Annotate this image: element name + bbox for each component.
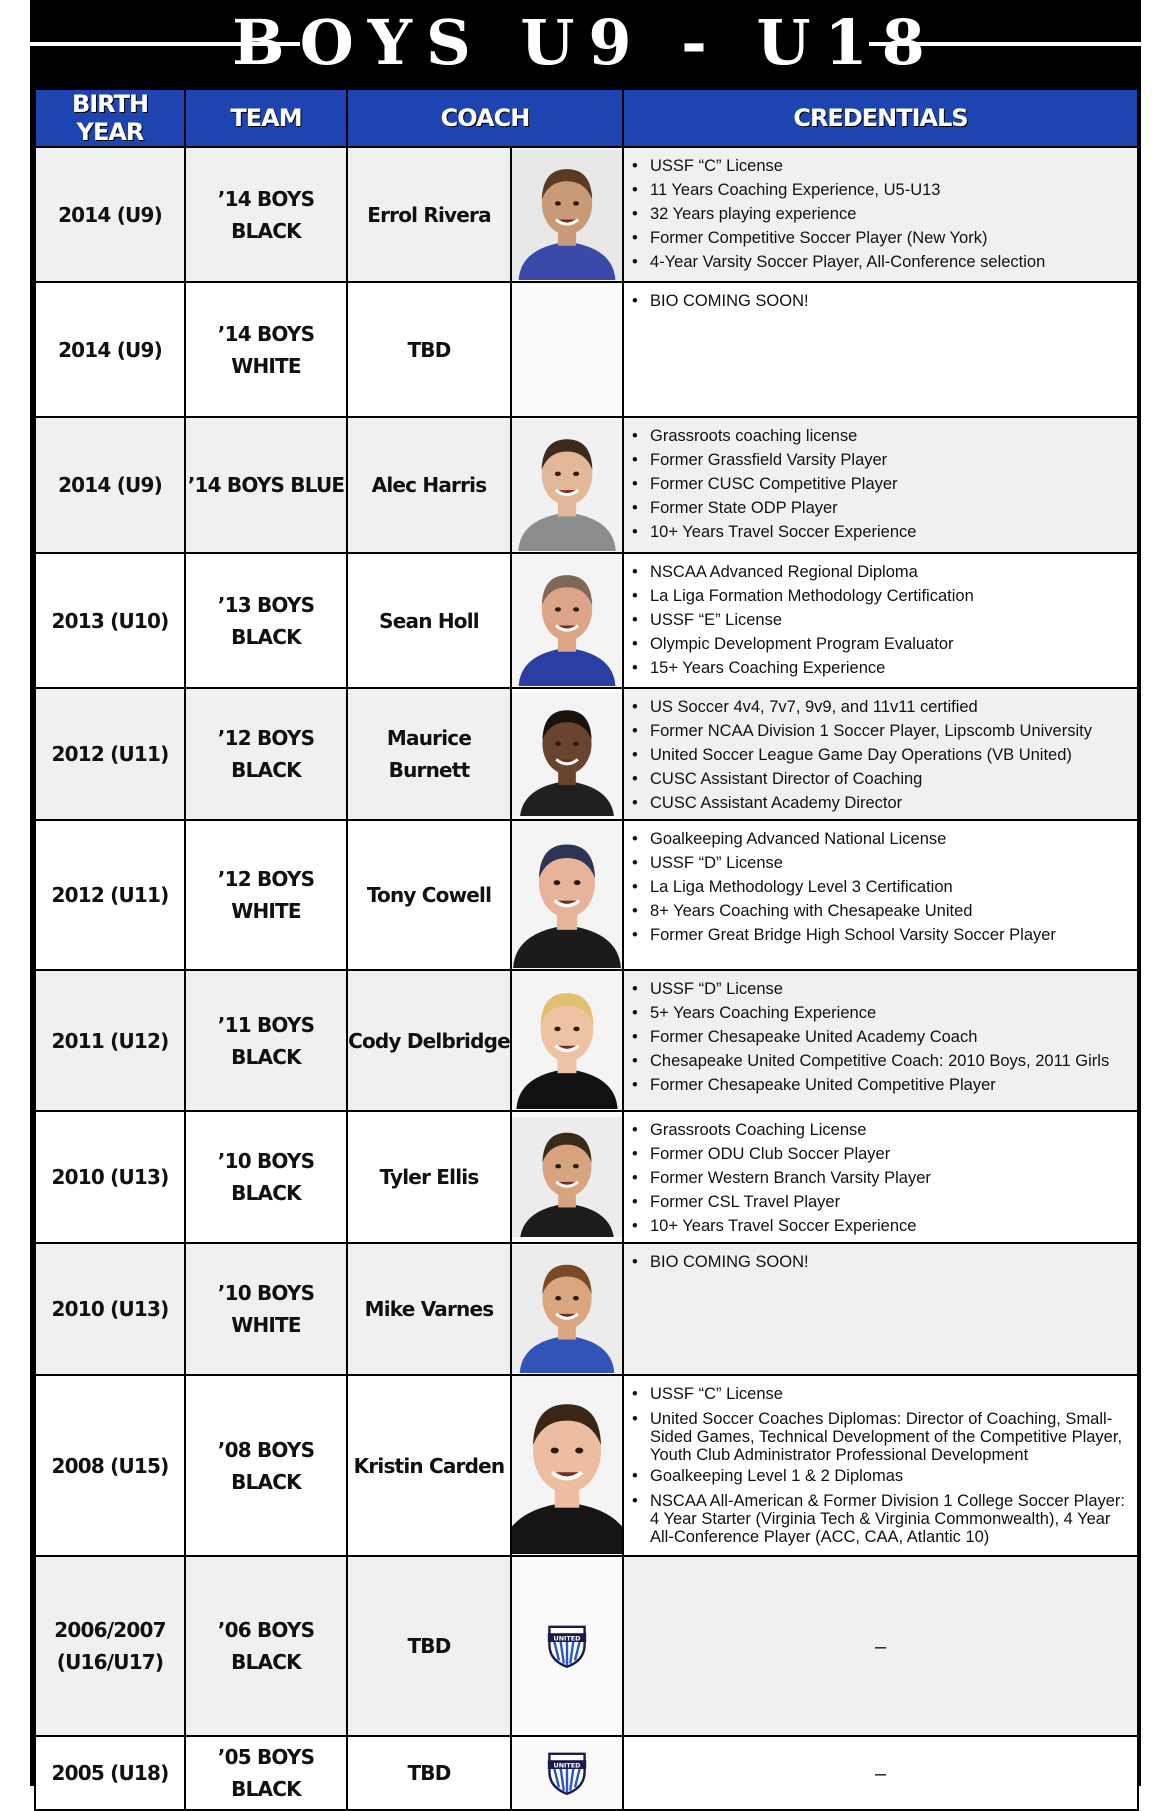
table-row	[35, 1736, 1138, 1810]
credential-item: • USSF “E” License	[644, 608, 1131, 632]
team-cell: ’11 BOYS BLACK	[185, 970, 347, 1111]
credential-item: • USSF “D” License	[644, 977, 1131, 1001]
coach-photo-cell	[511, 417, 623, 553]
coach-photo-cell	[511, 1243, 623, 1375]
coach-photo	[512, 149, 622, 280]
credentials-list	[630, 560, 1131, 680]
team-cell: ’05 BOYS BLACK	[185, 1736, 347, 1810]
birth-year-cell: 2006/2007 (U16/U17)	[35, 1556, 185, 1736]
credentials-list	[630, 289, 1131, 313]
coach-photo-cell	[511, 820, 623, 970]
coach-name-cell: Mike Varnes	[347, 1243, 511, 1375]
team-cell: ’08 BOYS BLACK	[185, 1375, 347, 1556]
credential-item: • 15+ Years Coaching Experience	[644, 656, 1131, 680]
header-credentials: CREDENTIALS	[623, 89, 1138, 147]
credential-item: • Former CSL Travel Player	[644, 1190, 1131, 1214]
coach-photo	[512, 972, 622, 1109]
coach-name-cell: Sean Holl	[347, 553, 511, 688]
credential-item: • Goalkeeping Level 1 & 2 Diplomas	[644, 1464, 1131, 1488]
header-coach: COACH	[347, 89, 623, 147]
team-cell: ’14 BOYS BLACK	[185, 147, 347, 282]
coach-photo	[512, 555, 622, 686]
coach-name-cell: Maurice Burnett	[347, 688, 511, 820]
table-row	[35, 1375, 1138, 1556]
credentials-list	[630, 1118, 1131, 1238]
page-title: BOYS U9 - U18	[232, 6, 939, 79]
credential-item: • Former CUSC Competitive Player	[644, 472, 1131, 496]
coach-photo-cell	[511, 147, 623, 282]
credential-item: • 10+ Years Travel Soccer Experience	[644, 520, 1131, 544]
coach-name-cell: Alec Harris	[347, 417, 511, 553]
credential-item: • Former NCAA Division 1 Soccer Player, Lipscomb University	[644, 719, 1131, 743]
table-row	[35, 1556, 1138, 1736]
coach-name-cell: Tony Cowell	[347, 820, 511, 970]
credentials-cell	[623, 1243, 1138, 1375]
credential-item: • La Liga Formation Methodology Certification	[644, 584, 1131, 608]
coach-name-cell: Errol Rivera	[347, 147, 511, 282]
coach-photo	[512, 693, 622, 816]
credential-item: • Grassroots coaching license	[644, 424, 1131, 448]
credential-item: • United Soccer League Game Day Operations (VB United)	[644, 743, 1131, 767]
header-team: TEAM	[185, 89, 347, 147]
birth-year-cell: 2010 (U13)	[35, 1243, 185, 1375]
club-crest-icon	[543, 1622, 591, 1670]
team-cell: ’12 BOYS BLACK	[185, 688, 347, 820]
header-birth-year: BIRTH YEAR	[35, 89, 185, 147]
team-cell: ’13 BOYS BLACK	[185, 553, 347, 688]
credential-item: • 5+ Years Coaching Experience	[644, 1001, 1131, 1025]
credential-item: • Former ODU Club Soccer Player	[644, 1142, 1131, 1166]
credential-item: • Chesapeake United Competitive Coach: 2010 Boys, 2011 Girls	[644, 1049, 1131, 1073]
credentials-cell: –	[623, 1556, 1138, 1736]
coach-photo-cell	[511, 1375, 623, 1556]
credentials-cell	[623, 688, 1138, 820]
coach-photo-cell	[511, 553, 623, 688]
credential-item: • NSCAA All-American & Former Division 1 College Soccer Player: 4 Year Starter (Virginia Tech & Virginia Commonwealth), 4 Year All-Conference Player (ACC, CAA, Atlantic 10)	[644, 1492, 1131, 1546]
table-header-row	[35, 89, 1138, 147]
coach-photo-cell	[511, 282, 623, 417]
credential-item: • 4-Year Varsity Soccer Player, All-Conference selection	[644, 250, 1131, 274]
team-cell: ’10 BOYS BLACK	[185, 1111, 347, 1243]
coach-photo-cell	[511, 1111, 623, 1243]
coach-photo	[512, 1117, 622, 1237]
birth-year-cell: 2005 (U18)	[35, 1736, 185, 1810]
coach-photo	[512, 1245, 622, 1373]
credential-item: • United Soccer Coaches Diplomas: Director of Coaching, Small-Sided Games, Technical Development of the Competitive Player, Youth Club Administrator Professional Development	[644, 1410, 1131, 1464]
credentials-list	[630, 977, 1131, 1097]
team-cell: ’14 BOYS BLUE	[185, 417, 347, 553]
credentials-cell	[623, 820, 1138, 970]
credential-item: • USSF “D” License	[644, 851, 1131, 875]
credentials-list	[630, 1382, 1131, 1546]
svg-text:UNITED: UNITED	[553, 1634, 581, 1643]
credential-item: • Former State ODP Player	[644, 496, 1131, 520]
coach-photo-cell	[511, 970, 623, 1111]
birth-year-cell: 2008 (U15)	[35, 1375, 185, 1556]
team-cell: ’06 BOYS BLACK	[185, 1556, 347, 1736]
credential-item: • CUSC Assistant Director of Coaching	[644, 767, 1131, 791]
credential-item: • La Liga Methodology Level 3 Certification	[644, 875, 1131, 899]
birth-year-cell: 2013 (U10)	[35, 553, 185, 688]
credentials-list	[630, 827, 1131, 947]
credentials-list	[630, 154, 1131, 274]
table-row	[35, 1243, 1138, 1375]
birth-year-cell: 2012 (U11)	[35, 688, 185, 820]
club-crest-icon	[543, 1749, 591, 1797]
credential-item: • US Soccer 4v4, 7v7, 9v9, and 11v11 certified	[644, 695, 1131, 719]
credential-item: • 10+ Years Travel Soccer Experience	[644, 1214, 1131, 1238]
coach-photo	[512, 822, 622, 968]
team-cell: ’10 BOYS WHITE	[185, 1243, 347, 1375]
table-row	[35, 688, 1138, 820]
coach-photo-cell	[511, 688, 623, 820]
birth-year-cell: 2014 (U9)	[35, 417, 185, 553]
svg-text:UNITED: UNITED	[553, 1761, 581, 1770]
coach-name-cell: TBD	[347, 282, 511, 417]
credentials-cell	[623, 147, 1138, 282]
credential-item: • Former Western Branch Varsity Player	[644, 1166, 1131, 1190]
credentials-cell	[623, 1375, 1138, 1556]
table-row	[35, 147, 1138, 282]
coach-photo-cell	[511, 1556, 623, 1736]
table-row	[35, 417, 1138, 553]
credentials-list	[630, 1250, 1131, 1274]
credential-item: • Former Chesapeake United Competitive Player	[644, 1073, 1131, 1097]
credentials-list	[630, 695, 1131, 815]
birth-year-cell: 2011 (U12)	[35, 970, 185, 1111]
coach-table	[34, 88, 1139, 1811]
credential-item: • BIO COMING SOON!	[644, 289, 1131, 313]
credential-item: • CUSC Assistant Academy Director	[644, 791, 1131, 815]
table-row	[35, 1111, 1138, 1243]
credentials-cell: –	[623, 1736, 1138, 1810]
birth-year-cell: 2014 (U9)	[35, 147, 185, 282]
credential-item: • Former Great Bridge High School Varsity Soccer Player	[644, 923, 1131, 947]
coach-photo	[512, 1377, 622, 1554]
team-cell: ’12 BOYS WHITE	[185, 820, 347, 970]
credential-item: • Former Competitive Soccer Player (New York)	[644, 226, 1131, 250]
credential-item: • BIO COMING SOON!	[644, 1250, 1131, 1274]
birth-year-cell: 2010 (U13)	[35, 1111, 185, 1243]
coach-photo-cell	[511, 1736, 623, 1810]
credential-item: • Grassroots Coaching License	[644, 1118, 1131, 1142]
credential-item: • 32 Years playing experience	[644, 202, 1131, 226]
coach-name-cell: TBD	[347, 1556, 511, 1736]
credential-item: • Former Chesapeake United Academy Coach	[644, 1025, 1131, 1049]
credential-item: • 11 Years Coaching Experience, U5-U13	[644, 178, 1131, 202]
credentials-cell	[623, 553, 1138, 688]
coach-photo	[512, 419, 622, 551]
credential-item: • Olympic Development Program Evaluator	[644, 632, 1131, 656]
team-cell: ’14 BOYS WHITE	[185, 282, 347, 417]
credential-item: • USSF “C” License	[644, 1382, 1131, 1406]
table-row	[35, 553, 1138, 688]
birth-year-cell: 2014 (U9)	[35, 282, 185, 417]
credential-item: • USSF “C” License	[644, 154, 1131, 178]
credentials-cell	[623, 1111, 1138, 1243]
title-band	[30, 0, 1141, 88]
coach-name-cell: Tyler Ellis	[347, 1111, 511, 1243]
birth-year-cell: 2012 (U11)	[35, 820, 185, 970]
credentials-cell	[623, 417, 1138, 553]
table-row	[35, 820, 1138, 970]
credentials-cell	[623, 282, 1138, 417]
coach-name-cell: Kristin Carden	[347, 1375, 511, 1556]
credential-item: • Goalkeeping Advanced National License	[644, 827, 1131, 851]
credential-item: • 8+ Years Coaching with Chesapeake United	[644, 899, 1131, 923]
coach-name-cell: Cody Delbridge	[347, 970, 511, 1111]
table-row	[35, 970, 1138, 1111]
roster-sheet	[30, 0, 1141, 1801]
credential-item: • Former Grassfield Varsity Player	[644, 448, 1131, 472]
credentials-cell	[623, 970, 1138, 1111]
table-row	[35, 282, 1138, 417]
credentials-list	[630, 424, 1131, 544]
coach-name-cell: TBD	[347, 1736, 511, 1810]
credential-item: • NSCAA Advanced Regional Diploma	[644, 560, 1131, 584]
